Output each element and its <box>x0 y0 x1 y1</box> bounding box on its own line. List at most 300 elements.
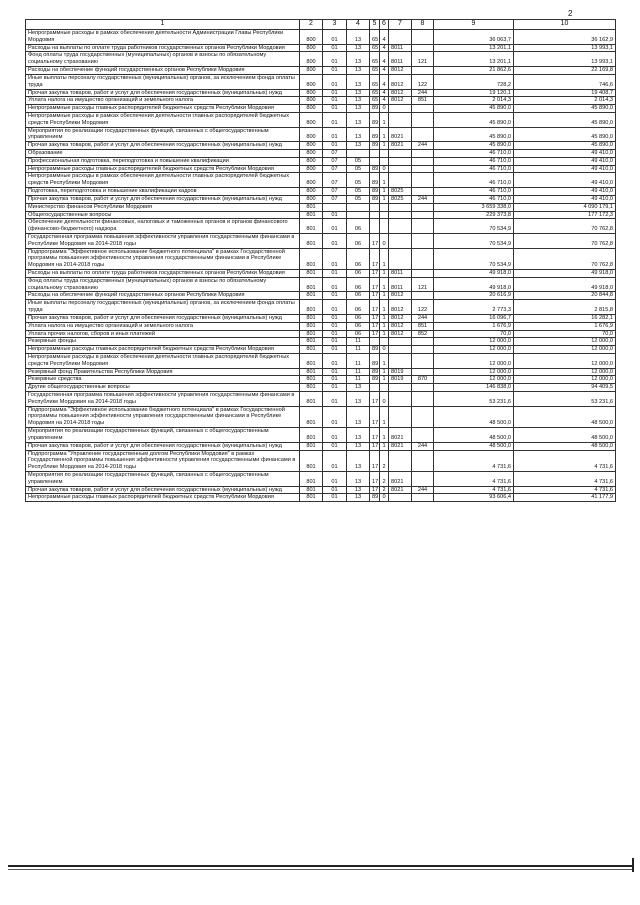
gr-code: 800 <box>300 165 323 173</box>
amount-year-2: 49 410,0 <box>514 165 616 173</box>
budget-table <box>25 19 616 502</box>
table-row <box>26 346 616 354</box>
program-code: 17 <box>370 270 380 278</box>
row-name: Расходы на обеспечение функций государственных органов Республики Мордовия <box>26 67 300 75</box>
subprogram-code: 1 <box>380 270 389 278</box>
col-header: 7 <box>389 20 412 30</box>
expense-type-code <box>412 346 434 354</box>
amount-year-2: 12 000,0 <box>514 353 616 368</box>
section-code: 01 <box>323 112 347 127</box>
table-row <box>26 330 616 338</box>
program-code <box>370 384 380 392</box>
subprogram-code: 1 <box>380 322 389 330</box>
program-code: 17 <box>370 392 380 407</box>
section-code: 01 <box>323 277 347 292</box>
article-code <box>389 157 412 165</box>
program-code: 89 <box>370 165 380 173</box>
subsection-code: 13 <box>347 52 370 67</box>
amount-year-1: 46 710,0 <box>434 150 514 158</box>
expense-type-code <box>412 368 434 376</box>
table-row <box>26 300 616 315</box>
program-code: 89 <box>370 376 380 384</box>
section-code: 01 <box>323 142 347 150</box>
subsection-code: 11 <box>347 376 370 384</box>
subprogram-code: 0 <box>380 105 389 113</box>
article-code: 8012 <box>389 300 412 315</box>
section-code: 01 <box>323 30 347 45</box>
gr-code: 801 <box>300 330 323 338</box>
gr-code: 801 <box>300 300 323 315</box>
amount-year-2: 22 169,8 <box>514 67 616 75</box>
expense-type-code: 122 <box>412 74 434 89</box>
gr-code: 800 <box>300 112 323 127</box>
subsection-code <box>347 211 370 219</box>
table-row <box>26 195 616 203</box>
amount-year-2: 1 676,9 <box>514 322 616 330</box>
row-name: Расходы на выплаты по оплате труда работников государственных органов Республики Мордовия <box>26 270 300 278</box>
program-code: 89 <box>370 195 380 203</box>
subsection-code: 06 <box>347 270 370 278</box>
subprogram-code: 1 <box>380 195 389 203</box>
amount-year-1: 12 000,0 <box>434 368 514 376</box>
amount-year-1: 45 890,0 <box>434 127 514 142</box>
program-code: 17 <box>370 330 380 338</box>
table-row <box>26 150 616 158</box>
article-code: 8012 <box>389 89 412 97</box>
gr-code: 801 <box>300 338 323 346</box>
subsection-code: 13 <box>347 97 370 105</box>
section-code: 01 <box>323 44 347 52</box>
row-name: Прочая закупка товаров, работ и услуг для обеспечения государственных (муниципальных) нужд <box>26 142 300 150</box>
page-number: 2 <box>568 9 573 18</box>
program-code: 17 <box>370 406 380 427</box>
row-name: Мероприятия по реализации государственных функций, связанных с общегосударственным управлением <box>26 471 300 486</box>
table-row <box>26 165 616 173</box>
subprogram-code <box>380 211 389 219</box>
amount-year-2: 16 282,1 <box>514 314 616 322</box>
row-name: Государственная программа повышения эффективности управления государственными финансами в Республике Мордовия на 2014-2018 годы <box>26 233 300 248</box>
subprogram-code: 1 <box>380 248 389 269</box>
section-code: 01 <box>323 314 347 322</box>
expense-type-code <box>412 211 434 219</box>
table-row <box>26 233 616 248</box>
table-row <box>26 368 616 376</box>
subsection-code: 11 <box>347 338 370 346</box>
subsection-code: 06 <box>347 219 370 234</box>
article-code: 8012 <box>389 67 412 75</box>
subprogram-code: 1 <box>380 127 389 142</box>
subsection-code: 05 <box>347 157 370 165</box>
program-code <box>370 219 380 234</box>
subprogram-code: 4 <box>380 44 389 52</box>
table-row <box>26 219 616 234</box>
table-row <box>26 173 616 188</box>
subsection-code: 06 <box>347 248 370 269</box>
col-header: 8 <box>412 20 434 30</box>
amount-year-2: 13 993,1 <box>514 52 616 67</box>
amount-year-1: 46 710,0 <box>434 173 514 188</box>
row-name: Расходы на выплаты по оплате труда работников государственных органов Республики Мордовия <box>26 44 300 52</box>
section-code: 01 <box>323 368 347 376</box>
row-name: Образование <box>26 150 300 158</box>
expense-type-code <box>412 188 434 196</box>
col-header: 1 <box>26 20 300 30</box>
expense-type-code <box>412 165 434 173</box>
gr-code: 801 <box>300 277 323 292</box>
article-code <box>389 112 412 127</box>
col-header: 3 <box>323 20 347 30</box>
article-code: 8019 <box>389 368 412 376</box>
amount-year-2: 45 890,0 <box>514 112 616 127</box>
amount-year-1: 3 659 338,0 <box>434 203 514 211</box>
subsection-code: 13 <box>347 127 370 142</box>
subprogram-code: 1 <box>380 300 389 315</box>
amount-year-2: 70,0 <box>514 330 616 338</box>
program-code: 89 <box>370 105 380 113</box>
table-row <box>26 44 616 52</box>
gr-code: 800 <box>300 97 323 105</box>
subsection-code: 05 <box>347 165 370 173</box>
table-row <box>26 203 616 211</box>
article-code: 8012 <box>389 97 412 105</box>
table-row <box>26 486 616 494</box>
expense-type-code: 851 <box>412 97 434 105</box>
expense-type-code <box>412 150 434 158</box>
article-code: 8019 <box>389 376 412 384</box>
article-code: 8021 <box>389 471 412 486</box>
article-code <box>389 105 412 113</box>
subsection-code: 13 <box>347 105 370 113</box>
subprogram-code: 1 <box>380 353 389 368</box>
amount-year-1: 1 676,9 <box>434 322 514 330</box>
amount-year-2: 2 815,8 <box>514 300 616 315</box>
amount-year-1: 53 231,6 <box>434 392 514 407</box>
amount-year-1: 19 120,1 <box>434 89 514 97</box>
program-code: 17 <box>370 428 380 443</box>
amount-year-2: 12 000,0 <box>514 338 616 346</box>
amount-year-2: 177 172,3 <box>514 211 616 219</box>
gr-code: 801 <box>300 376 323 384</box>
expense-type-code <box>412 248 434 269</box>
subsection-code: 13 <box>347 471 370 486</box>
program-code: 17 <box>370 486 380 494</box>
amount-year-1: 4 731,6 <box>434 471 514 486</box>
subprogram-code: 4 <box>380 67 389 75</box>
subprogram-code: 0 <box>380 392 389 407</box>
article-code: 8011 <box>389 44 412 52</box>
table-row <box>26 338 616 346</box>
program-code: 17 <box>370 442 380 450</box>
col-header: 4 <box>347 20 370 30</box>
article-code <box>389 248 412 269</box>
amount-year-1: 2 773,3 <box>434 300 514 315</box>
expense-type-code <box>412 450 434 471</box>
section-code: 01 <box>323 292 347 300</box>
section-code: 01 <box>323 211 347 219</box>
expense-type-code <box>412 353 434 368</box>
program-code: 17 <box>370 471 380 486</box>
gr-code: 801 <box>300 392 323 407</box>
subsection-code: 06 <box>347 314 370 322</box>
subprogram-code: 0 <box>380 494 389 502</box>
section-code: 01 <box>323 127 347 142</box>
program-code: 89 <box>370 368 380 376</box>
article-code: 8021 <box>389 428 412 443</box>
expense-type-code <box>412 157 434 165</box>
row-name: Непрограммные расходы в рамках обеспечения деятельности главных распорядителей бюджетных средств Республики Мордовия <box>26 112 300 127</box>
amount-year-2: 94 409,5 <box>514 384 616 392</box>
amount-year-2: 53 231,6 <box>514 392 616 407</box>
gr-code: 800 <box>300 105 323 113</box>
subsection-code: 13 <box>347 442 370 450</box>
amount-year-2: 48 500,0 <box>514 428 616 443</box>
expense-type-code <box>412 292 434 300</box>
subprogram-code: 1 <box>380 142 389 150</box>
amount-year-1: 46 710,0 <box>434 165 514 173</box>
row-name: Общегосударственные вопросы <box>26 211 300 219</box>
section-code: 01 <box>323 52 347 67</box>
table-row <box>26 97 616 105</box>
row-name: Прочая закупка товаров, работ и услуг для обеспечения государственных (муниципальных) нужд <box>26 314 300 322</box>
subprogram-code: 0 <box>380 233 389 248</box>
subsection-code: 06 <box>347 233 370 248</box>
article-code: 8021 <box>389 486 412 494</box>
subsection-code: 13 <box>347 112 370 127</box>
table-row <box>26 277 616 292</box>
section-code: 01 <box>323 74 347 89</box>
expense-type-code <box>412 219 434 234</box>
section-code: 01 <box>323 97 347 105</box>
subsection-code: 06 <box>347 322 370 330</box>
section-code: 01 <box>323 353 347 368</box>
amount-year-2: 49 410,0 <box>514 150 616 158</box>
amount-year-2: 49 410,0 <box>514 195 616 203</box>
amount-year-1: 21 862,6 <box>434 67 514 75</box>
section-code: 01 <box>323 89 347 97</box>
article-code <box>389 494 412 502</box>
gr-code: 801 <box>300 233 323 248</box>
gr-code: 801 <box>300 219 323 234</box>
expense-type-code <box>412 338 434 346</box>
subprogram-code: 1 <box>380 406 389 427</box>
row-name: Прочая закупка товаров, работ и услуг для обеспечения государственных (муниципальных) нужд <box>26 89 300 97</box>
amount-year-2: 4 090 179,1 <box>514 203 616 211</box>
row-name: Фонд оплаты труда государственных (муниципальных) органов и взносы по обязательному социальному страхованию <box>26 277 300 292</box>
amount-year-2: 70 762,8 <box>514 248 616 269</box>
row-name: Подготовка, переподготовка и повышение квалификации кадров <box>26 188 300 196</box>
row-name: Подпрограмма "Управление государственным долгом Республики Мордовия" в рамках Государственной программы повышения эффективности управления государственными финансами в Республике Мордовия на 2014-2018 годы <box>26 450 300 471</box>
subprogram-code: 2 <box>380 486 389 494</box>
table-row <box>26 211 616 219</box>
article-code <box>389 338 412 346</box>
expense-type-code: 870 <box>412 376 434 384</box>
amount-year-1: 46 710,0 <box>434 188 514 196</box>
subsection-code: 06 <box>347 330 370 338</box>
row-name: Непрограммные расходы главных распорядителей бюджетных средств Республики Мордовия <box>26 494 300 502</box>
article-code <box>389 30 412 45</box>
amount-year-2: 36 162,9 <box>514 30 616 45</box>
table-row <box>26 30 616 45</box>
amount-year-1: 70 534,9 <box>434 233 514 248</box>
program-code <box>370 157 380 165</box>
amount-year-1: 45 890,0 <box>434 112 514 127</box>
subsection-code: 13 <box>347 384 370 392</box>
amount-year-1: 45 890,0 <box>434 142 514 150</box>
section-code: 01 <box>323 494 347 502</box>
gr-code: 800 <box>300 157 323 165</box>
expense-type-code <box>412 127 434 142</box>
subsection-code: 05 <box>347 188 370 196</box>
subsection-code: 13 <box>347 44 370 52</box>
subsection-code: 05 <box>347 195 370 203</box>
subprogram-code <box>380 219 389 234</box>
amount-year-2: 45 890,0 <box>514 127 616 142</box>
amount-year-1: 12 000,0 <box>434 376 514 384</box>
section-code: 07 <box>323 195 347 203</box>
amount-year-1: 46 710,0 <box>434 195 514 203</box>
gr-code: 801 <box>300 292 323 300</box>
gr-code: 801 <box>300 211 323 219</box>
article-code <box>389 150 412 158</box>
gr-code: 801 <box>300 368 323 376</box>
amount-year-1: 13 201,1 <box>434 52 514 67</box>
section-code: 01 <box>323 486 347 494</box>
amount-year-2: 49 410,0 <box>514 173 616 188</box>
edge-mark <box>632 858 634 872</box>
table-body <box>26 30 616 502</box>
program-code: 89 <box>370 346 380 354</box>
gr-code: 800 <box>300 67 323 75</box>
amount-year-1: 13 201,1 <box>434 44 514 52</box>
row-name: Фонд оплаты труда государственных (муниципальных) органов и взносы по обязательному социальному страхованию <box>26 52 300 67</box>
gr-code: 800 <box>300 142 323 150</box>
section-code: 01 <box>323 406 347 427</box>
subsection-code: 11 <box>347 346 370 354</box>
program-code: 89 <box>370 127 380 142</box>
row-name: Обеспечение деятельности финансовых, налоговых и таможенных органов и органов финансового (финансово-бюджетного) надзора <box>26 219 300 234</box>
gr-code: 801 <box>300 486 323 494</box>
article-code: 8011 <box>389 277 412 292</box>
expense-type-code <box>412 112 434 127</box>
row-name: Прочая закупка товаров, работ и услуг для обеспечения государственных (муниципальных) нужд <box>26 195 300 203</box>
gr-code: 800 <box>300 74 323 89</box>
amount-year-1: 12 000,0 <box>434 346 514 354</box>
amount-year-2: 13 993,1 <box>514 44 616 52</box>
table-row <box>26 67 616 75</box>
expense-type-code <box>412 203 434 211</box>
expense-type-code <box>412 494 434 502</box>
row-name: Резервный фонд Правительства Республики Мордовия <box>26 368 300 376</box>
article-code: 8021 <box>389 442 412 450</box>
gr-code: 800 <box>300 30 323 45</box>
program-code <box>370 338 380 346</box>
subprogram-code <box>380 338 389 346</box>
amount-year-2: 4 731,6 <box>514 486 616 494</box>
amount-year-2: 48 500,0 <box>514 406 616 427</box>
amount-year-1: 48 500,0 <box>434 406 514 427</box>
table-row <box>26 112 616 127</box>
program-code: 17 <box>370 300 380 315</box>
amount-year-1: 229 373,8 <box>434 211 514 219</box>
amount-year-1: 70 534,9 <box>434 248 514 269</box>
row-name: Мероприятия по реализации государственных функций, связанных с общегосударственным управлением <box>26 127 300 142</box>
article-code: 8021 <box>389 127 412 142</box>
article-code: 8011 <box>389 270 412 278</box>
section-code: 01 <box>323 270 347 278</box>
table-row <box>26 248 616 269</box>
table-row <box>26 142 616 150</box>
section-code: 01 <box>323 346 347 354</box>
amount-year-1: 4 731,6 <box>434 486 514 494</box>
subprogram-code: 1 <box>380 173 389 188</box>
subprogram-code: 1 <box>380 188 389 196</box>
program-code: 17 <box>370 277 380 292</box>
expense-type-code <box>412 30 434 45</box>
amount-year-1: 728,2 <box>434 74 514 89</box>
row-name: Резервные фонды <box>26 338 300 346</box>
table-row <box>26 384 616 392</box>
amount-year-2: 12 000,0 <box>514 346 616 354</box>
article-code: 8021 <box>389 142 412 150</box>
program-code: 89 <box>370 112 380 127</box>
subsection-code: 13 <box>347 494 370 502</box>
subsection-code: 13 <box>347 428 370 443</box>
row-name: Непрограммные расходы главных распорядителей бюджетных средств Республики Мордовия <box>26 346 300 354</box>
row-name: Министерство финансов Республики Мордовия <box>26 203 300 211</box>
header-row <box>26 20 616 30</box>
section-code: 01 <box>323 471 347 486</box>
program-code: 65 <box>370 89 380 97</box>
section-code: 01 <box>323 248 347 269</box>
gr-code: 800 <box>300 52 323 67</box>
amount-year-1: 93 606,4 <box>434 494 514 502</box>
subprogram-code: 2 <box>380 450 389 471</box>
subsection-code: 13 <box>347 142 370 150</box>
section-code: 01 <box>323 442 347 450</box>
row-name: Непрограммные расходы главных распорядителей бюджетных средств Республики Мордовия <box>26 105 300 113</box>
table-row <box>26 157 616 165</box>
expense-type-code <box>412 384 434 392</box>
gr-code: 801 <box>300 248 323 269</box>
program-code: 89 <box>370 494 380 502</box>
program-code: 17 <box>370 450 380 471</box>
amount-year-1: 48 500,0 <box>434 428 514 443</box>
section-code <box>323 203 347 211</box>
program-code: 17 <box>370 314 380 322</box>
gr-code: 801 <box>300 450 323 471</box>
subprogram-code <box>380 203 389 211</box>
amount-year-2: 12 000,0 <box>514 376 616 384</box>
row-name: Уплата прочих налогов, сборов и иных платежей <box>26 330 300 338</box>
amount-year-2: 45 890,0 <box>514 142 616 150</box>
section-code: 07 <box>323 188 347 196</box>
row-name: Другие общегосударственные вопросы <box>26 384 300 392</box>
amount-year-2: 4 731,6 <box>514 471 616 486</box>
subsection-code: 13 <box>347 74 370 89</box>
article-code <box>389 406 412 427</box>
article-code <box>389 165 412 173</box>
section-code: 01 <box>323 300 347 315</box>
row-name: Прочая закупка товаров, работ и услуг для обеспечения государственных (муниципальных) нужд <box>26 442 300 450</box>
subsection-code <box>347 150 370 158</box>
amount-year-2: 49 410,0 <box>514 157 616 165</box>
subprogram-code <box>380 157 389 165</box>
gr-code: 801 <box>300 494 323 502</box>
gr-code: 801 <box>300 314 323 322</box>
article-code <box>389 203 412 211</box>
amount-year-1: 4 731,6 <box>434 450 514 471</box>
table-row <box>26 89 616 97</box>
